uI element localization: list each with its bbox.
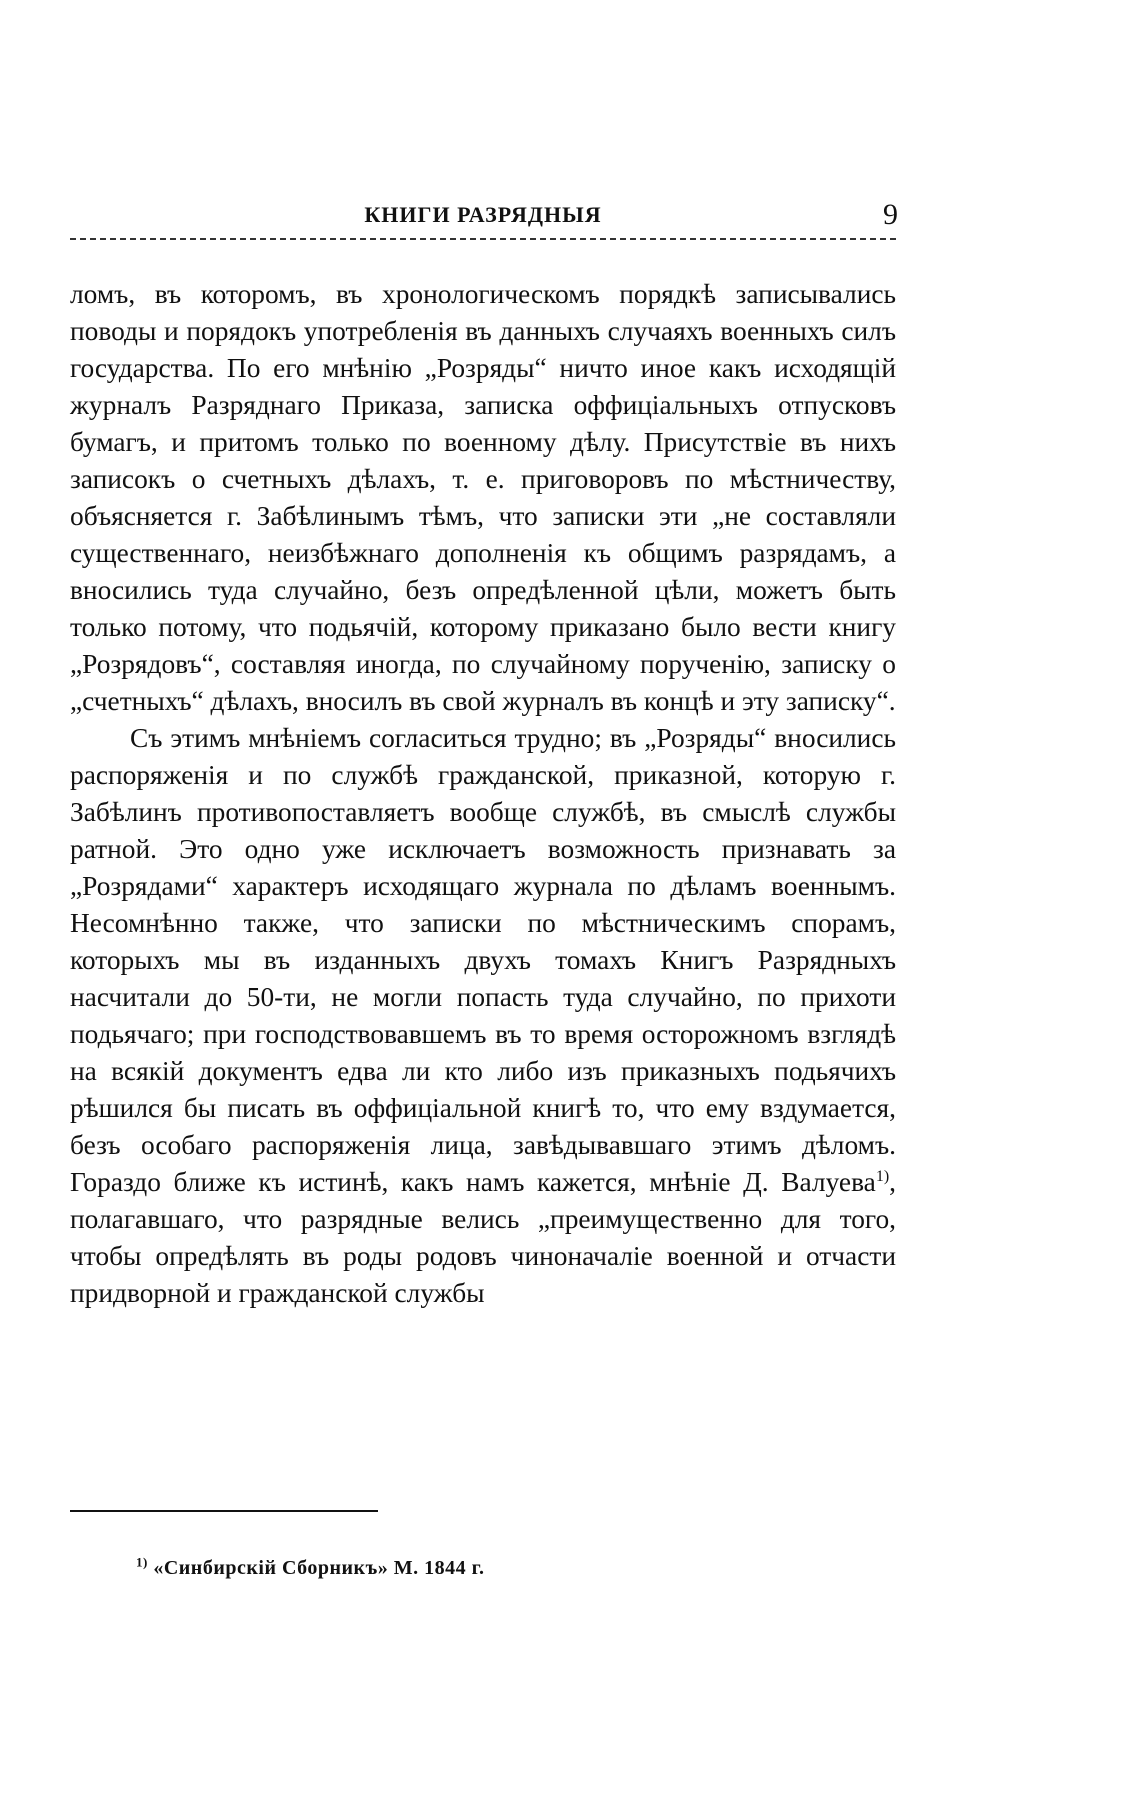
paragraph-2-text: Съ этимъ мнѣніемъ согласиться трудно; въ „Розряды“ вносились распоряженія и по службѣ гражданской, приказной, которую г. Забѣлинъ противопоставляетъ вообще службѣ, въ смыслѣ службы ратной. Это одно уже исключаетъ возможность признавать за „Розрядами“ характеръ исходящаго журнала по дѣламъ военнымъ. Несомнѣнно также, что записки по мѣстническимъ спорамъ, которыхъ мы въ изданныхъ двухъ томахъ Книгъ Разрядныхъ насчитали до 50-ти, не могли попасть туда случайно, по прихоти подьячаго; при господствовавшемъ въ то время осторожномъ взглядѣ на всякій документъ едва ли кто либо изъ приказныхъ подьячихъ рѣшился бы писать въ оффиціальной книгѣ то, что ему вздумается, безъ особаго распоряженія лица, завѣдывавшаго этимъ дѣломъ. Гораздо ближе къ истинѣ, какъ намъ кажется, мнѣніе Д. Валуева: [70, 723, 896, 1197]
paragraph-1: ломъ, въ которомъ, въ хронологическомъ порядкѣ записывались поводы и порядокъ употребленія въ данныхъ случаяхъ военныхъ силъ государства. По его мнѣнію „Розряды“ ничто иное какъ исходящій журналъ Разряднаго Приказа, записка оффиціальныхъ отпусковъ бумагъ, и притомъ только по военному дѣлу. Присутствіе въ нихъ записокъ о счетныхъ дѣлахъ, т. е. приговоровъ по мѣстничеству, объясняется г. Забѣлинымъ тѣмъ, что записки эти „не составляли существеннаго, неизбѣжнаго дополненія къ общимъ разрядамъ, а вносились туда случайно, безъ опредѣленной цѣли, можетъ быть только потому, что подьячій, которому приказано было вести книгу „Розрядовъ“, составляя иногда, по случайному порученію, записку о „счетныхъ“ дѣлахъ, вносилъ въ свой журналъ въ концѣ и эту записку“.: [70, 279, 896, 716]
footnote-reference: 1): [875, 1167, 890, 1185]
footnote-rule: [70, 1510, 378, 1512]
page-number: 9: [883, 198, 898, 231]
running-title: КНИГИ РАЗРЯДНЫЯ: [364, 202, 602, 227]
paragraph-2: [70, 720, 896, 1312]
body-text: [70, 276, 896, 1312]
header-rule: [70, 238, 896, 240]
running-head: [68, 198, 898, 232]
footnote-mark: 1): [136, 1554, 148, 1570]
footnote-text: «Синбирскій Сборникъ» М. 1844 г.: [153, 1557, 485, 1579]
footnote: [136, 1554, 485, 1580]
paragraph-2-text-continued: , полагавшаго, что разрядные велись „преимущественно для того, чтобы опредѣлять въ роды родовъ чиноначаліе военной и отчасти придворной и гражданской службы: [70, 1167, 896, 1308]
